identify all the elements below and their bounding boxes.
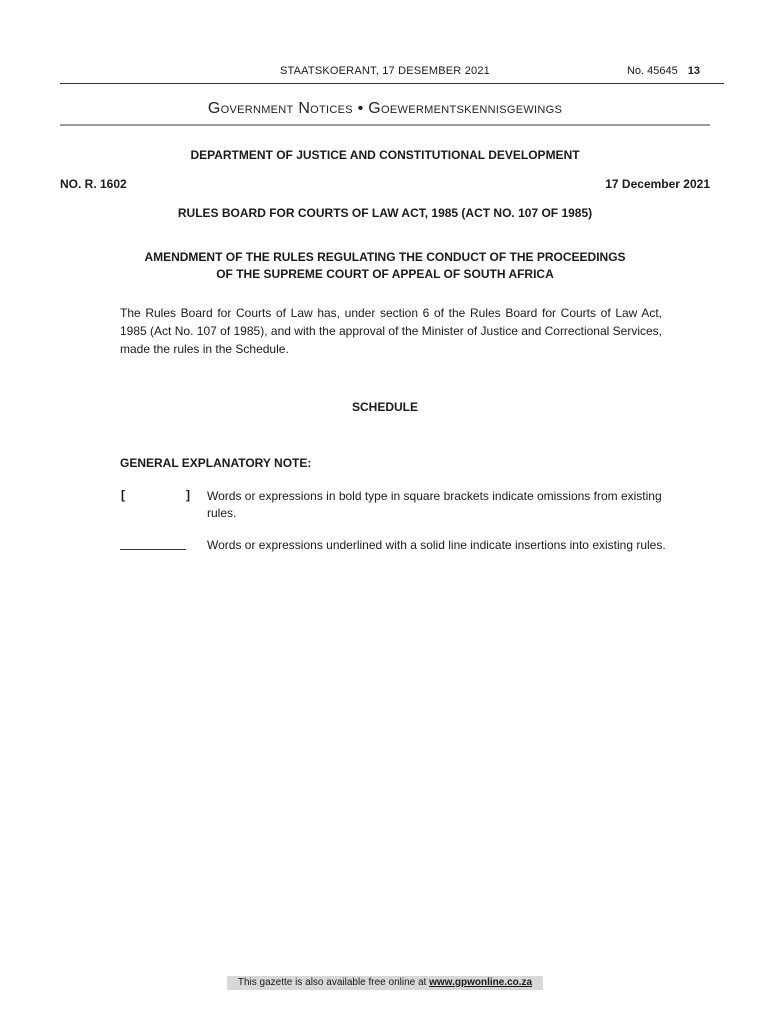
- act-title: RULES BOARD FOR COURTS OF LAW ACT, 1985 (ACT NO. 107 OF 1985): [177, 206, 593, 220]
- footer-banner: [227, 976, 543, 990]
- page-number: 13: [687, 65, 700, 77]
- notice-date: 17 December 2021: [605, 177, 710, 191]
- footer-text: This gazette is also available free online at: [237, 977, 430, 988]
- department-title: DEPARTMENT OF JUSTICE AND CONSTITUTIONAL DEVELOPMENT: [190, 148, 580, 162]
- section-heading: Government Notices • Goewermentskennisgewings: [207, 100, 563, 117]
- schedule-heading: SCHEDULE: [351, 400, 418, 414]
- notice-number: NO. R. 1602: [60, 177, 127, 191]
- underline-sample: [120, 549, 186, 550]
- footer-link[interactable]: www.gpwonline.co.za: [429, 977, 533, 988]
- amendment-title: [110, 249, 660, 283]
- gazette-number: No. 45645: [626, 65, 678, 77]
- insertions-note: Words or expressions underlined with a solid line indicate insertions into existing rules.: [207, 538, 666, 552]
- bracket-close-symbol: ]: [186, 488, 190, 502]
- intro-paragraph: The Rules Board for Courts of Law has, under section 6 of the Rules Board for Courts of Law Act, 1985 (Act No. 107 of 1985), and with the approval of the Minister of Justice and Correctional Services, made the rules in the Schedule.: [120, 306, 662, 356]
- amendment-title-line-1: AMENDMENT OF THE RULES REGULATING THE CONDUCT OF THE PROCEEDINGS: [144, 250, 626, 264]
- bracket-open-symbol: [: [121, 488, 125, 502]
- header-rule: [60, 83, 724, 84]
- section-heading-rule: [60, 124, 710, 126]
- gazette-header: STAATSKOERANT, 17 DESEMBER 2021: [280, 65, 490, 77]
- gazette-number-and-page: [627, 65, 700, 77]
- amendment-title-line-2: OF THE SUPREME COURT OF APPEAL OF SOUTH AFRICA: [216, 267, 554, 281]
- omissions-note: Words or expressions in bold type in square brackets indicate omissions from existing rules.: [207, 489, 662, 520]
- explanatory-note-heading: GENERAL EXPLANATORY NOTE:: [120, 456, 312, 470]
